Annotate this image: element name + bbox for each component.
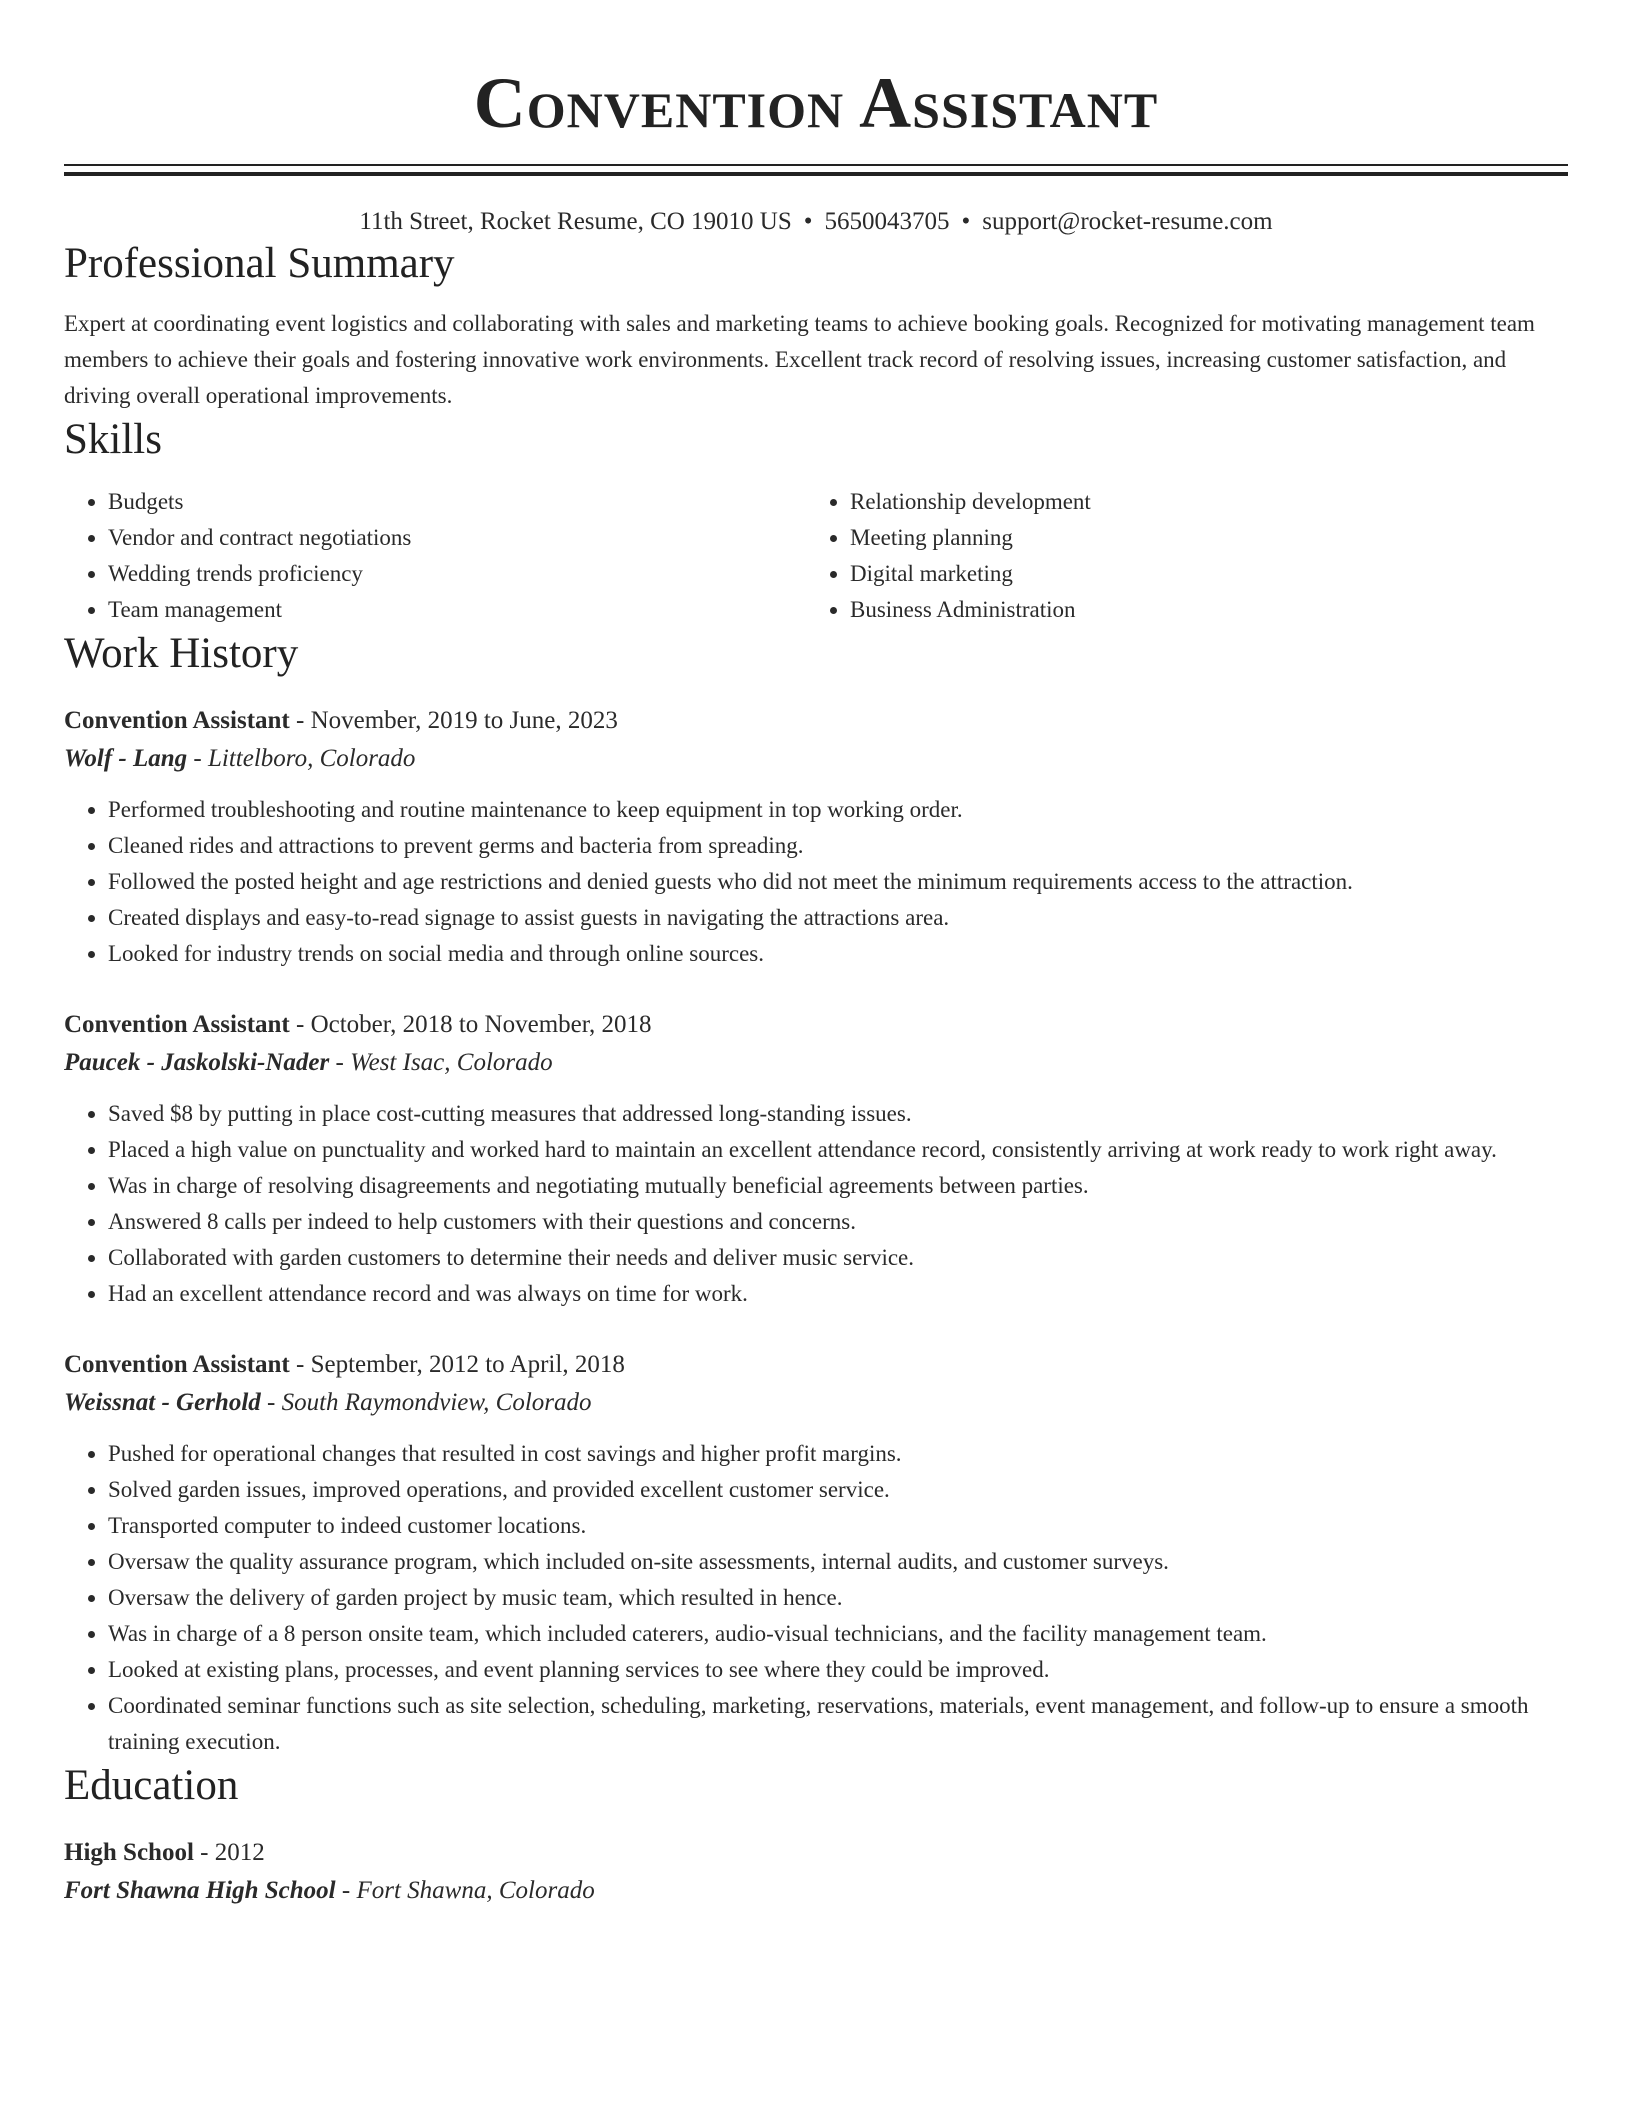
job-title: Convention Assistant (64, 707, 290, 734)
skill-item: • Team management (108, 592, 806, 628)
skill-item: • Business Administration (850, 592, 1568, 628)
separator: - (193, 1839, 215, 1866)
skill-item: • Vendor and contract negotiations (108, 520, 806, 556)
education-degree-line (64, 1834, 1568, 1872)
job-duty: • Was in charge of a 8 person onsite team, which included caterers, audio-visual technicians, and the facility management team. (108, 1616, 1568, 1652)
skills-list (64, 484, 1568, 628)
separator: - (289, 1011, 311, 1038)
job-title-line (64, 1346, 1568, 1384)
job-company: Wolf - Lang (64, 745, 188, 772)
skills-heading: Skills (64, 416, 162, 463)
job-duties (64, 1096, 1568, 1312)
separator: - (289, 1351, 311, 1378)
education-heading: Education (64, 1762, 239, 1809)
summary-text: Expert at coordinating event logistics and collaborating with sales and marketing teams to achieve booking goals. Recognized for motivating management team members to achieve their goals and fostering innovative work environments. Excellent track record of resolving issues, increasing customer satisfaction, and driving overall operational improvements. (64, 311, 1535, 408)
separator: - (187, 745, 208, 772)
job-company-line (64, 1384, 1568, 1422)
job-duty: • Answered 8 calls per indeed to help customers with their questions and concerns. (108, 1204, 1568, 1240)
separator: - (335, 1877, 357, 1904)
job-duty: • Collaborated with garden customers to determine their needs and deliver music service. (108, 1240, 1568, 1276)
contact-email[interactable]: support@rocket-resume.com (982, 208, 1273, 235)
work-history-heading: Work History (64, 630, 299, 677)
job-duty: • Was in charge of resolving disagreements and negotiating mutually beneficial agreements between parties. (108, 1168, 1568, 1204)
job-location: West Isac, Colorado (350, 1049, 553, 1076)
job-title: Convention Assistant (64, 1351, 290, 1378)
job-duty: • Pushed for operational changes that resulted in cost savings and higher profit margins. (108, 1436, 1568, 1472)
contact-line (64, 206, 1568, 238)
job-entry (64, 702, 1568, 972)
resume-page (64, 0, 1568, 1910)
separator: - (329, 1049, 351, 1076)
job-company: Weissnat - Gerhold (64, 1389, 261, 1416)
education-entry (64, 1834, 1568, 1910)
contact-separator: • (961, 208, 971, 235)
education-school: Fort Shawna High School (64, 1877, 336, 1904)
skill-item: • Budgets (108, 484, 806, 520)
job-duties (64, 1436, 1568, 1760)
job-title: Convention Assistant (64, 1011, 290, 1038)
job-dates: September, 2012 to April, 2018 (310, 1351, 625, 1378)
skill-item: • Meeting planning (850, 520, 1568, 556)
job-company: Paucek - Jaskolski-Nader (64, 1049, 330, 1076)
job-duty: • Created displays and easy-to-read signage to assist guests in navigating the attractions area. (108, 900, 1568, 936)
job-entry (64, 1006, 1568, 1312)
job-title-line (64, 702, 1568, 740)
education-year: 2012 (214, 1839, 265, 1866)
education-degree: High School (64, 1839, 194, 1866)
education-school-line (64, 1872, 1568, 1910)
job-company-line (64, 740, 1568, 778)
job-duty: • Coordinated seminar functions such as site selection, scheduling, marketing, reservations, materials, event management, and follow-up to ensure a smooth training execution. (108, 1688, 1568, 1760)
job-duties (64, 792, 1568, 972)
job-location: South Raymondview, Colorado (281, 1389, 592, 1416)
title-divider-thick (64, 172, 1568, 176)
job-duty: • Looked for industry trends on social media and through online sources. (108, 936, 1568, 972)
skills-column-right (806, 484, 1568, 628)
job-duty: • Looked at existing plans, processes, and event planning services to see where they could be improved. (108, 1652, 1568, 1688)
contact-address: 11th Street, Rocket Resume, CO 19010 US (359, 208, 792, 235)
job-entry (64, 1346, 1568, 1760)
job-title-line (64, 1006, 1568, 1044)
job-duty: • Placed a high value on punctuality and worked hard to maintain an excellent attendance record, consistently arriving at work ready to work right away. (108, 1132, 1568, 1168)
title-divider-thin (64, 164, 1568, 166)
job-duty: • Oversaw the delivery of garden project by music team, which resulted in hence. (108, 1580, 1568, 1616)
job-duty: • Transported computer to indeed customer locations. (108, 1508, 1568, 1544)
job-duty: • Followed the posted height and age restrictions and denied guests who did not meet the minimum requirements access to the attraction. (108, 864, 1568, 900)
education-location: Fort Shawna, Colorado (356, 1877, 595, 1904)
job-location: Littelboro, Colorado (207, 745, 416, 772)
job-duty: • Performed troubleshooting and routine maintenance to keep equipment in top working order. (108, 792, 1568, 828)
contact-phone: 5650043705 (824, 208, 950, 235)
skill-item: • Wedding trends proficiency (108, 556, 806, 592)
skill-item: • Relationship development (850, 484, 1568, 520)
contact-separator: • (803, 208, 813, 235)
skill-item: • Digital marketing (850, 556, 1568, 592)
job-duty: • Oversaw the quality assurance program, which included on-site assessments, internal audits, and customer surveys. (108, 1544, 1568, 1580)
resume-title: Convention Assistant (473, 63, 1159, 143)
job-dates: October, 2018 to November, 2018 (310, 1011, 652, 1038)
job-duty: • Had an excellent attendance record and was always on time for work. (108, 1276, 1568, 1312)
separator: - (260, 1389, 282, 1416)
job-duty: • Solved garden issues, improved operations, and provided excellent customer service. (108, 1472, 1568, 1508)
job-duty: • Cleaned rides and attractions to prevent germs and bacteria from spreading. (108, 828, 1568, 864)
job-dates: November, 2019 to June, 2023 (310, 707, 618, 734)
summary-heading: Professional Summary (64, 240, 455, 287)
job-duty: • Saved $8 by putting in place cost-cutting measures that addressed long-standing issues. (108, 1096, 1568, 1132)
separator: - (289, 707, 311, 734)
skills-column-left (64, 484, 806, 628)
job-company-line (64, 1044, 1568, 1082)
